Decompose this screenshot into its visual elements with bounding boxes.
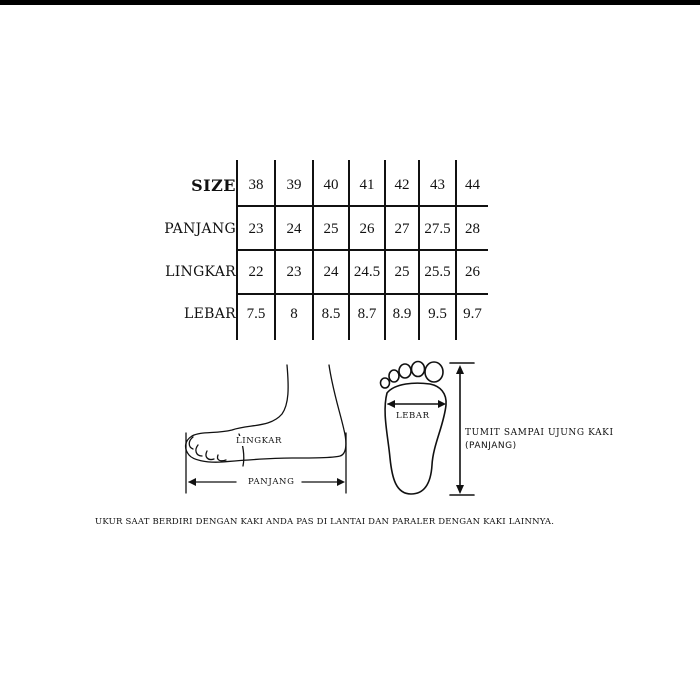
table-cell: 28 [465,221,480,237]
toe-2 [412,362,425,377]
panjang-label: PANJANG [248,477,295,487]
arrow-down-icon [456,485,464,494]
heel-to-toe-sublabel: (PANJANG) [465,441,517,451]
table-cell: 23 [286,264,302,280]
table-cell: 9.5 [428,306,447,322]
table-cell: 25 [394,264,410,280]
toe-5 [381,378,390,388]
arrow-right-icon [438,400,446,408]
toe-3 [399,364,411,378]
table-cell: 39 [286,177,302,193]
table-cell: 8.9 [392,306,412,322]
table-cell: 26 [465,264,480,280]
table-cell: 25.5 [424,264,451,280]
arrow-left-icon [387,400,395,408]
table-cell: 26 [359,221,375,237]
row-label-panjang: PANJANG [164,221,236,237]
heel-to-toe-label: TUMIT SAMPAI UJUNG KAKI [465,428,614,438]
toe-outline [189,437,226,461]
table-cell: 8.7 [357,306,377,322]
arrow-up-icon [456,365,464,374]
toe-4 [389,370,399,382]
footprint-outline [385,383,446,494]
table-cell: 42 [394,177,410,193]
table-cell: 23 [248,221,264,237]
measurement-note: UKUR SAAT BERDIRI DENGAN KAKI ANDA PAS DI LANTAI DAN PARALER DENGAN KAKI LAINNYA. [95,517,555,527]
table-cell: 7.5 [246,306,266,322]
table-cell: 41 [359,177,375,193]
table-cell: 25 [323,221,339,237]
table-cell: 22 [248,264,264,280]
lingkar-label: LINGKAR [236,436,282,446]
lebar-label: LEBAR [396,411,430,421]
table-cell: 8 [290,306,298,322]
arrow-left-icon [188,478,196,486]
side-foot-outline [186,365,346,462]
arrow-right-icon [337,478,345,486]
table-cell: 40 [323,177,339,193]
table-cell: 24 [286,221,302,237]
table-cell: 38 [248,177,264,193]
table-cell: 27.5 [424,221,451,237]
table-cell: 27 [394,221,410,237]
table-cell: 9.7 [463,306,482,322]
table-cell: 44 [465,177,480,193]
table-cell: 43 [430,177,445,193]
toe-big [425,362,443,382]
table-cell: 24 [323,264,339,280]
table-cell: 8.5 [321,306,341,322]
row-label-size: SIZE [191,176,236,195]
row-label-lingkar: LINGKAR [165,264,236,280]
row-label-lebar: LEBAR [184,306,236,322]
table-cell: 24.5 [353,264,381,280]
